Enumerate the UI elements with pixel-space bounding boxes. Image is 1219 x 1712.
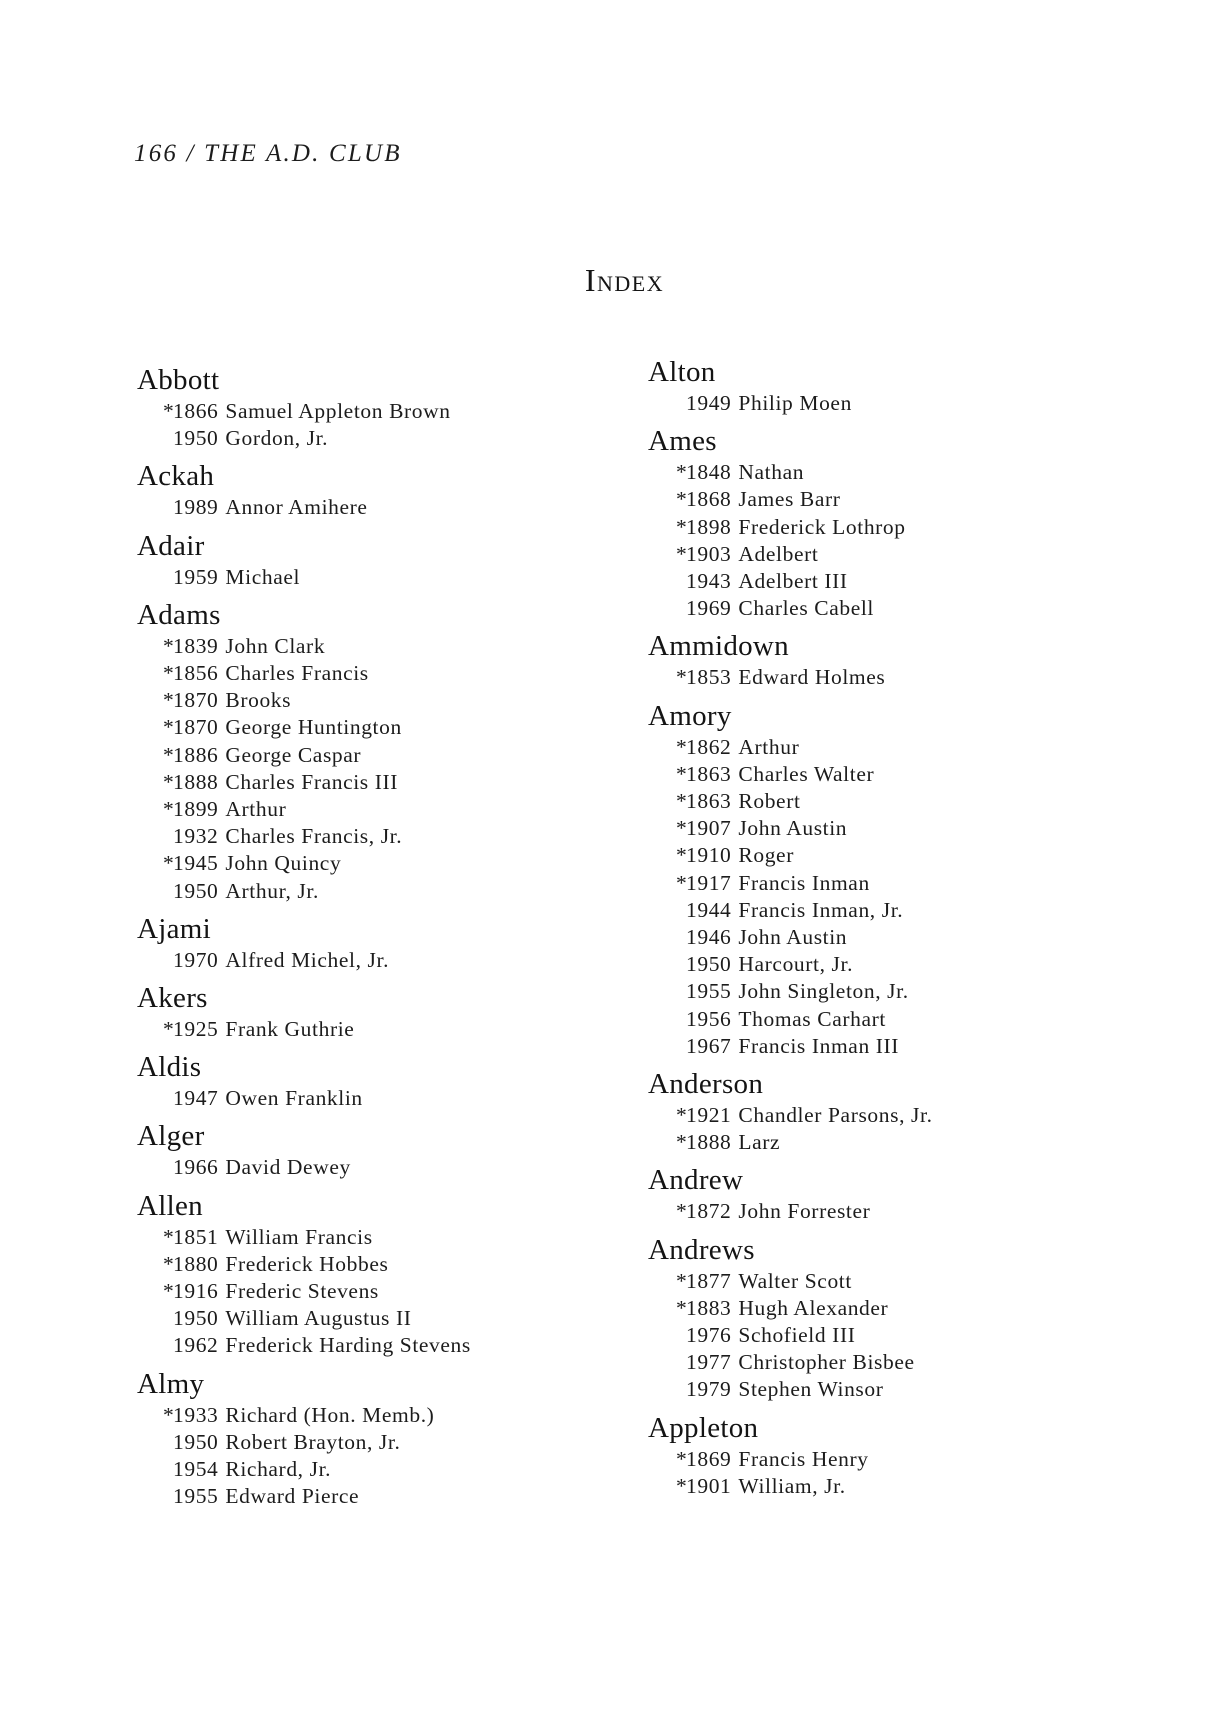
deceased-marker: * bbox=[163, 797, 175, 822]
deceased-marker: * bbox=[676, 460, 688, 485]
surname-heading: Anderson bbox=[648, 1068, 764, 1101]
member-name: Frank Guthrie bbox=[225, 1017, 355, 1042]
member-list bbox=[137, 1085, 471, 1112]
member-line bbox=[648, 1376, 933, 1403]
member-list bbox=[137, 947, 471, 974]
member-list bbox=[137, 1016, 471, 1043]
member-line bbox=[648, 486, 933, 513]
deceased-marker: * bbox=[676, 487, 688, 512]
member-year: 1856 bbox=[173, 661, 219, 686]
member-name: Francis Inman bbox=[738, 870, 870, 895]
member-line bbox=[137, 769, 471, 796]
member-year: 1880 bbox=[173, 1251, 219, 1276]
member-line bbox=[137, 1016, 471, 1043]
member-line bbox=[137, 1154, 471, 1181]
member-year: 1916 bbox=[173, 1279, 219, 1304]
member-year: 1970 bbox=[173, 947, 219, 972]
member-year: 1910 bbox=[686, 843, 732, 868]
member-year: 1933 bbox=[173, 1402, 219, 1427]
member-line bbox=[648, 734, 933, 761]
member-year: 1848 bbox=[686, 460, 732, 485]
member-name: Richard, Jr. bbox=[225, 1457, 332, 1482]
deceased-marker: * bbox=[163, 661, 175, 686]
deceased-marker: * bbox=[676, 514, 688, 539]
running-head: 166 / THE A.D. CLUB bbox=[134, 140, 402, 167]
member-list bbox=[137, 1224, 471, 1360]
member-line bbox=[648, 1473, 933, 1500]
member-name: Hugh Alexander bbox=[738, 1295, 889, 1320]
index-entry bbox=[137, 980, 471, 1043]
member-name: Frederic Stevens bbox=[225, 1279, 379, 1304]
member-line bbox=[648, 1033, 933, 1060]
member-line bbox=[648, 1446, 933, 1473]
member-name: William, Jr. bbox=[738, 1473, 846, 1498]
member-line bbox=[648, 1295, 933, 1322]
member-line bbox=[648, 459, 933, 486]
member-year: 1877 bbox=[686, 1268, 732, 1293]
deceased-marker: * bbox=[676, 1103, 688, 1128]
member-year: 1862 bbox=[686, 734, 732, 759]
member-year: 1950 bbox=[173, 426, 219, 451]
member-line bbox=[137, 1483, 471, 1510]
member-line bbox=[137, 947, 471, 974]
deceased-marker: * bbox=[676, 816, 688, 841]
member-line bbox=[137, 742, 471, 769]
member-name: Arthur bbox=[738, 734, 800, 759]
member-name: William Augustus II bbox=[225, 1306, 412, 1331]
member-name: Robert Brayton, Jr. bbox=[225, 1429, 401, 1454]
member-line bbox=[648, 842, 933, 869]
member-name: Owen Franklin bbox=[225, 1086, 363, 1111]
member-line bbox=[648, 1198, 933, 1225]
member-line bbox=[648, 541, 933, 568]
member-line bbox=[648, 1268, 933, 1295]
member-line bbox=[648, 924, 933, 951]
member-line bbox=[648, 390, 933, 417]
deceased-marker: * bbox=[676, 1130, 688, 1155]
member-name: Harcourt, Jr. bbox=[738, 952, 854, 977]
member-name: Nathan bbox=[738, 460, 805, 485]
member-name: John Austin bbox=[738, 925, 848, 950]
member-year: 1853 bbox=[686, 665, 732, 690]
deceased-marker: * bbox=[163, 742, 175, 767]
page-title: Index bbox=[584, 262, 665, 298]
member-name: Christopher Bisbee bbox=[738, 1350, 915, 1375]
member-line bbox=[648, 1322, 933, 1349]
member-line bbox=[137, 1402, 471, 1429]
deceased-marker: * bbox=[163, 688, 175, 713]
surname-heading: Akers bbox=[137, 982, 208, 1015]
member-name: Frederick Hobbes bbox=[225, 1251, 389, 1276]
member-line bbox=[648, 951, 933, 978]
member-year: 1917 bbox=[686, 870, 732, 895]
member-name: Schofield III bbox=[738, 1323, 856, 1348]
deceased-marker: * bbox=[676, 1295, 688, 1320]
member-name: Michael bbox=[225, 564, 301, 589]
member-name: Stephen Winsor bbox=[738, 1377, 884, 1402]
surname-heading: Andrew bbox=[648, 1164, 744, 1197]
member-list bbox=[648, 1102, 933, 1156]
deceased-marker: * bbox=[163, 1279, 175, 1304]
member-line bbox=[648, 514, 933, 541]
member-name: Adelbert bbox=[738, 541, 819, 566]
member-year: 1950 bbox=[686, 952, 732, 977]
index-entry bbox=[648, 698, 933, 1060]
member-name: Brooks bbox=[225, 688, 292, 713]
member-name: John Quincy bbox=[225, 851, 342, 876]
member-name: Robert bbox=[738, 789, 801, 814]
member-line bbox=[137, 494, 471, 521]
member-name: Arthur bbox=[225, 797, 287, 822]
member-name: Francis Inman III bbox=[738, 1033, 900, 1058]
deceased-marker: * bbox=[676, 789, 688, 814]
member-year: 1947 bbox=[173, 1086, 219, 1111]
deceased-marker: * bbox=[163, 1251, 175, 1276]
deceased-marker: * bbox=[676, 665, 688, 690]
member-name: John Forrester bbox=[738, 1199, 871, 1224]
deceased-marker: * bbox=[676, 761, 688, 786]
member-year: 1944 bbox=[686, 897, 732, 922]
member-list bbox=[648, 459, 933, 622]
member-name: John Clark bbox=[225, 633, 326, 658]
member-year: 1901 bbox=[686, 1473, 732, 1498]
member-year: 1969 bbox=[686, 596, 732, 621]
member-name: Larz bbox=[738, 1130, 781, 1155]
deceased-marker: * bbox=[676, 734, 688, 759]
surname-heading: Ajami bbox=[137, 912, 211, 945]
member-list bbox=[137, 1154, 471, 1181]
member-year: 1954 bbox=[173, 1457, 219, 1482]
member-list bbox=[648, 664, 933, 691]
member-name: Alfred Michel, Jr. bbox=[225, 947, 390, 972]
member-year: 1956 bbox=[686, 1006, 732, 1031]
member-line bbox=[137, 1251, 471, 1278]
deceased-marker: * bbox=[163, 399, 175, 423]
member-line bbox=[137, 796, 471, 823]
member-year: 1950 bbox=[173, 878, 219, 903]
deceased-marker: * bbox=[163, 851, 175, 876]
index-entry bbox=[648, 1162, 933, 1225]
member-line bbox=[137, 564, 471, 591]
member-line bbox=[137, 878, 471, 905]
deceased-marker: * bbox=[163, 633, 175, 658]
member-line bbox=[648, 978, 933, 1005]
member-year: 1907 bbox=[686, 816, 732, 841]
member-name: James Barr bbox=[738, 487, 841, 512]
member-name: George Caspar bbox=[225, 742, 362, 767]
index-entry bbox=[137, 1366, 471, 1511]
member-name: Gordon, Jr. bbox=[225, 426, 329, 451]
surname-heading: Ammidown bbox=[648, 630, 789, 663]
member-year: 1977 bbox=[686, 1350, 732, 1375]
member-year: 1979 bbox=[686, 1377, 732, 1402]
deceased-marker: * bbox=[676, 1473, 688, 1498]
member-year: 1945 bbox=[173, 851, 219, 876]
index-entry bbox=[648, 1232, 933, 1404]
index-column-right bbox=[648, 354, 933, 1506]
member-list bbox=[648, 734, 933, 1060]
member-list bbox=[648, 1268, 933, 1404]
surname-heading: Ames bbox=[648, 425, 717, 458]
member-year: 1863 bbox=[686, 761, 732, 786]
index-entry bbox=[648, 1066, 933, 1156]
member-year: 1888 bbox=[173, 769, 219, 794]
member-line bbox=[137, 633, 471, 660]
member-line bbox=[648, 595, 933, 622]
member-name: Francis Inman, Jr. bbox=[738, 897, 904, 922]
member-year: 1946 bbox=[686, 925, 732, 950]
member-year: 1925 bbox=[173, 1017, 219, 1042]
member-line bbox=[137, 398, 471, 425]
member-list bbox=[648, 1198, 933, 1225]
member-list bbox=[648, 390, 933, 417]
member-year: 1886 bbox=[173, 742, 219, 767]
member-name: Francis Henry bbox=[738, 1446, 869, 1471]
member-name: Walter Scott bbox=[738, 1268, 852, 1293]
member-year: 1955 bbox=[686, 979, 732, 1004]
member-name: George Huntington bbox=[225, 715, 402, 740]
member-name: Chandler Parsons, Jr. bbox=[738, 1103, 933, 1128]
member-year: 1851 bbox=[173, 1224, 219, 1249]
member-line bbox=[137, 660, 471, 687]
member-year: 1870 bbox=[173, 688, 219, 713]
surname-heading: Aldis bbox=[137, 1051, 202, 1084]
deceased-marker: * bbox=[676, 1268, 688, 1293]
member-name: William Francis bbox=[225, 1224, 373, 1249]
member-year: 1863 bbox=[686, 789, 732, 814]
member-year: 1883 bbox=[686, 1295, 732, 1320]
member-year: 1976 bbox=[686, 1323, 732, 1348]
surname-heading: Ackah bbox=[137, 460, 215, 493]
member-name: Charles Francis bbox=[225, 661, 369, 686]
member-line bbox=[137, 1429, 471, 1456]
index-entry bbox=[137, 911, 471, 974]
member-name: David Dewey bbox=[225, 1155, 351, 1180]
member-year: 1869 bbox=[686, 1446, 732, 1471]
surname-heading: Almy bbox=[137, 1367, 205, 1400]
deceased-marker: * bbox=[163, 1017, 175, 1042]
member-line bbox=[137, 1278, 471, 1305]
member-name: Philip Moen bbox=[738, 391, 852, 415]
surname-heading: Andrews bbox=[648, 1233, 755, 1266]
deceased-marker: * bbox=[676, 1199, 688, 1224]
member-year: 1888 bbox=[686, 1130, 732, 1155]
deceased-marker: * bbox=[163, 1224, 175, 1249]
surname-heading: Amory bbox=[648, 699, 732, 732]
index-entry bbox=[648, 423, 933, 622]
index-entry bbox=[137, 528, 471, 591]
index-entry bbox=[137, 1049, 471, 1112]
deceased-marker: * bbox=[163, 1402, 175, 1427]
member-name: John Austin bbox=[738, 816, 848, 841]
member-name: Adelbert III bbox=[738, 569, 848, 594]
deceased-marker: * bbox=[163, 715, 175, 740]
index-entry bbox=[137, 362, 471, 452]
member-line bbox=[648, 664, 933, 691]
surname-heading: Adair bbox=[137, 529, 205, 562]
member-line bbox=[648, 1349, 933, 1376]
member-year: 1839 bbox=[173, 633, 219, 658]
member-line bbox=[648, 761, 933, 788]
member-year: 1932 bbox=[173, 824, 219, 849]
deceased-marker: * bbox=[676, 1446, 688, 1471]
surname-heading: Alton bbox=[648, 356, 716, 388]
index-entry bbox=[648, 628, 933, 691]
index-entry bbox=[648, 354, 933, 417]
member-line bbox=[648, 788, 933, 815]
member-line bbox=[648, 897, 933, 924]
member-line bbox=[137, 425, 471, 452]
member-year: 1955 bbox=[173, 1484, 219, 1509]
member-line bbox=[137, 1305, 471, 1332]
member-name: Charles Francis III bbox=[225, 769, 399, 794]
member-name: Charles Francis, Jr. bbox=[225, 824, 403, 849]
member-year: 1950 bbox=[173, 1306, 219, 1331]
member-year: 1949 bbox=[686, 391, 732, 415]
member-name: Richard (Hon. Memb.) bbox=[225, 1402, 435, 1427]
member-name: Charles Cabell bbox=[738, 596, 874, 621]
member-year: 1959 bbox=[173, 564, 219, 589]
member-line bbox=[137, 687, 471, 714]
member-line bbox=[648, 1102, 933, 1129]
member-year: 1950 bbox=[173, 1429, 219, 1454]
index-entry bbox=[137, 597, 471, 905]
deceased-marker: * bbox=[676, 870, 688, 895]
member-line bbox=[137, 1085, 471, 1112]
deceased-marker: * bbox=[676, 843, 688, 868]
index-entry bbox=[137, 1188, 471, 1360]
member-year: 1967 bbox=[686, 1033, 732, 1058]
member-list bbox=[137, 633, 471, 905]
surname-heading: Allen bbox=[137, 1189, 203, 1222]
deceased-marker: * bbox=[163, 769, 175, 794]
member-list bbox=[137, 1402, 471, 1511]
member-year: 1872 bbox=[686, 1199, 732, 1224]
member-year: 1966 bbox=[173, 1155, 219, 1180]
member-name: John Singleton, Jr. bbox=[738, 979, 909, 1004]
member-line bbox=[137, 823, 471, 850]
surname-heading: Alger bbox=[137, 1120, 205, 1153]
member-year: 1899 bbox=[173, 797, 219, 822]
member-list bbox=[648, 1446, 933, 1500]
member-line bbox=[648, 870, 933, 897]
member-name: Edward Holmes bbox=[738, 665, 886, 690]
member-year: 1903 bbox=[686, 541, 732, 566]
index-entry bbox=[648, 1410, 933, 1500]
index-column-left bbox=[137, 362, 471, 1516]
member-line bbox=[137, 850, 471, 877]
member-name: Annor Amihere bbox=[225, 495, 368, 520]
member-name: Thomas Carhart bbox=[738, 1006, 886, 1031]
index-entry bbox=[137, 458, 471, 521]
surname-heading: Adams bbox=[137, 598, 221, 631]
member-list bbox=[137, 398, 471, 452]
member-name: Charles Walter bbox=[738, 761, 875, 786]
surname-heading: Appleton bbox=[648, 1411, 759, 1444]
member-list bbox=[137, 494, 471, 521]
member-name: Roger bbox=[738, 843, 794, 868]
member-line bbox=[137, 1332, 471, 1359]
member-year: 1989 bbox=[173, 495, 219, 520]
member-line bbox=[648, 815, 933, 842]
index-entry bbox=[137, 1118, 471, 1181]
member-year: 1943 bbox=[686, 569, 732, 594]
member-name: Samuel Appleton Brown bbox=[225, 399, 451, 423]
member-name: Edward Pierce bbox=[225, 1484, 360, 1509]
member-year: 1870 bbox=[173, 715, 219, 740]
member-name: Frederick Lothrop bbox=[738, 514, 906, 539]
member-year: 1898 bbox=[686, 514, 732, 539]
member-year: 1866 bbox=[173, 399, 219, 423]
member-year: 1962 bbox=[173, 1333, 219, 1358]
surname-heading: Abbott bbox=[137, 364, 220, 396]
member-year: 1921 bbox=[686, 1103, 732, 1128]
member-line bbox=[137, 1224, 471, 1251]
member-line bbox=[137, 714, 471, 741]
member-name: Frederick Harding Stevens bbox=[225, 1333, 471, 1358]
member-year: 1868 bbox=[686, 487, 732, 512]
deceased-marker: * bbox=[676, 541, 688, 566]
member-line bbox=[137, 1456, 471, 1483]
member-line bbox=[648, 568, 933, 595]
member-line bbox=[648, 1129, 933, 1156]
member-name: Arthur, Jr. bbox=[225, 878, 319, 903]
member-list bbox=[137, 564, 471, 591]
member-line bbox=[648, 1006, 933, 1033]
